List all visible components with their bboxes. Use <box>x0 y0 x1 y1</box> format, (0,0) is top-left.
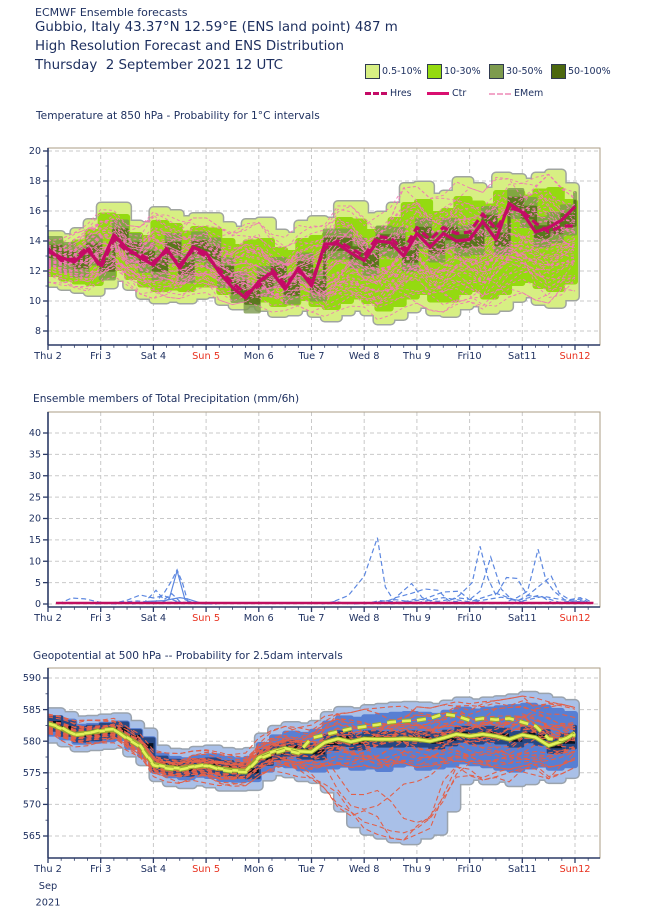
y-tick-label: 14 <box>28 236 41 248</box>
plot-area <box>56 538 594 604</box>
x-day-label: Thu 2 <box>34 864 62 875</box>
precip-member <box>501 549 591 604</box>
x-day-label: Fri 3 <box>90 351 112 362</box>
y-tick-label: 10 <box>28 556 41 568</box>
basetime-line: Thursday 2 September 2021 12 UTC <box>35 58 284 73</box>
plot-area <box>48 174 575 321</box>
x-day-label: Fri 3 <box>90 864 112 875</box>
y-tick-label: 20 <box>28 513 41 525</box>
legend-label: 30-50% <box>506 66 543 77</box>
x-day-label: Mon 6 <box>243 864 274 875</box>
x-day-label: Sat11 <box>508 351 537 362</box>
y-tick-label: 20 <box>28 146 41 158</box>
hres-line-sample <box>365 92 387 95</box>
x-day-label: Mon 6 <box>243 613 274 624</box>
legend-item-emem <box>489 86 543 101</box>
legend-label: Ctr <box>452 88 467 99</box>
x-day-label: Mon 6 <box>243 351 274 362</box>
x-day-label: Sat11 <box>508 864 537 875</box>
legend-item-band-2 <box>427 64 481 79</box>
x-day-label: Sun12 <box>559 351 591 362</box>
emem-line-sample <box>489 93 511 95</box>
legend-item-band-1 <box>365 64 422 79</box>
panel-geopotential <box>23 668 600 909</box>
x-day-label: Thu 9 <box>403 613 431 624</box>
panel-title-precipitation: Ensemble members of Total Precipitation (mm/6h) <box>33 393 300 405</box>
x-day-label: Thu 9 <box>403 864 431 875</box>
x-day-label: Sun 5 <box>192 351 221 362</box>
legend-label: 10-30% <box>444 66 481 77</box>
y-tick-label: 5 <box>34 577 41 589</box>
x-day-label: Thu 2 <box>34 351 62 362</box>
x-sub-label: Sep <box>38 881 58 892</box>
x-day-label: Sun12 <box>559 613 591 624</box>
gridlines <box>48 412 600 607</box>
legend-swatch-3050 <box>489 64 504 79</box>
x-day-label: Sat11 <box>508 613 537 624</box>
x-day-label: Fri10 <box>457 864 482 875</box>
precip-member <box>327 538 448 604</box>
y-tick-label: 15 <box>28 535 41 547</box>
y-tick-label: 8 <box>34 326 41 338</box>
legend-label: 0.5-10% <box>382 66 422 77</box>
x-day-label: Sat 4 <box>140 613 167 624</box>
panel-title-temperature: Temperature at 850 hPa - Probability for 1°C intervals <box>36 110 320 122</box>
y-tick-label: 580 <box>22 736 41 748</box>
y-tick-label: 565 <box>22 831 41 843</box>
x-day-label: Thu 2 <box>34 613 62 624</box>
legend-item-ctr <box>427 86 466 101</box>
x-day-label: Sun 5 <box>192 613 221 624</box>
y-tick-label: 35 <box>28 449 41 461</box>
plot-frame <box>48 412 600 607</box>
legend-swatch-1030 <box>427 64 442 79</box>
y-tick-label: 25 <box>28 492 41 504</box>
legend-label: EMem <box>514 88 544 99</box>
legend-item-hres <box>365 86 412 101</box>
y-tick-label: 40 <box>28 428 41 440</box>
y-tick-label: 18 <box>28 176 41 188</box>
subtitle-line: High Resolution Forecast and ENS Distribution <box>35 39 344 54</box>
x-day-label: Wed 8 <box>348 864 380 875</box>
x-day-label: Sat 4 <box>140 864 167 875</box>
y-tick-label: 585 <box>22 704 41 716</box>
legend-swatch-50100 <box>551 64 566 79</box>
x-day-label: Tue 7 <box>298 351 325 362</box>
x-day-label: Thu 9 <box>403 351 431 362</box>
precip-members <box>59 538 591 604</box>
x-day-label: Sat 4 <box>140 351 167 362</box>
location-line: Gubbio, Italy 43.37°N 12.59°E (ENS land point) 487 m <box>35 20 398 35</box>
product-title: ECMWF Ensemble forecasts <box>35 6 188 19</box>
x-day-label: Wed 8 <box>348 613 380 624</box>
legend-item-band-4 <box>551 64 611 79</box>
x-day-label: Tue 7 <box>298 613 325 624</box>
legend-item-band-3 <box>489 64 543 79</box>
y-tick-label: 10 <box>28 296 41 308</box>
x-day-label: Fri 3 <box>90 613 112 624</box>
x-day-label: Wed 8 <box>348 351 380 362</box>
x-day-label: Tue 7 <box>298 864 325 875</box>
y-tick-label: 12 <box>28 266 41 278</box>
panel-precipitation <box>29 412 600 624</box>
y-tick-label: 30 <box>28 470 41 482</box>
legend-label: 50-100% <box>568 66 611 77</box>
legend-swatch-0510 <box>365 64 380 79</box>
x-day-label: Fri10 <box>457 351 482 362</box>
x-day-label: Fri10 <box>457 613 482 624</box>
x-day-label: Sun12 <box>559 864 591 875</box>
panel-temperature <box>29 146 600 362</box>
ctr-line-sample <box>427 92 449 95</box>
y-tick-label: 590 <box>22 673 41 685</box>
x-day-label: Sun 5 <box>192 864 221 875</box>
y-tick-label: 0 <box>34 599 41 611</box>
panel-title-geopotential: Geopotential at 500 hPa -- Probability for 2.5dam intervals <box>33 650 343 662</box>
x-sub-label: 2021 <box>35 897 61 909</box>
legend-label: Hres <box>390 88 412 99</box>
precip-member <box>159 571 206 604</box>
y-tick-label: 16 <box>28 206 41 218</box>
y-tick-label: 575 <box>22 768 41 779</box>
y-tick-label: 570 <box>22 799 41 811</box>
